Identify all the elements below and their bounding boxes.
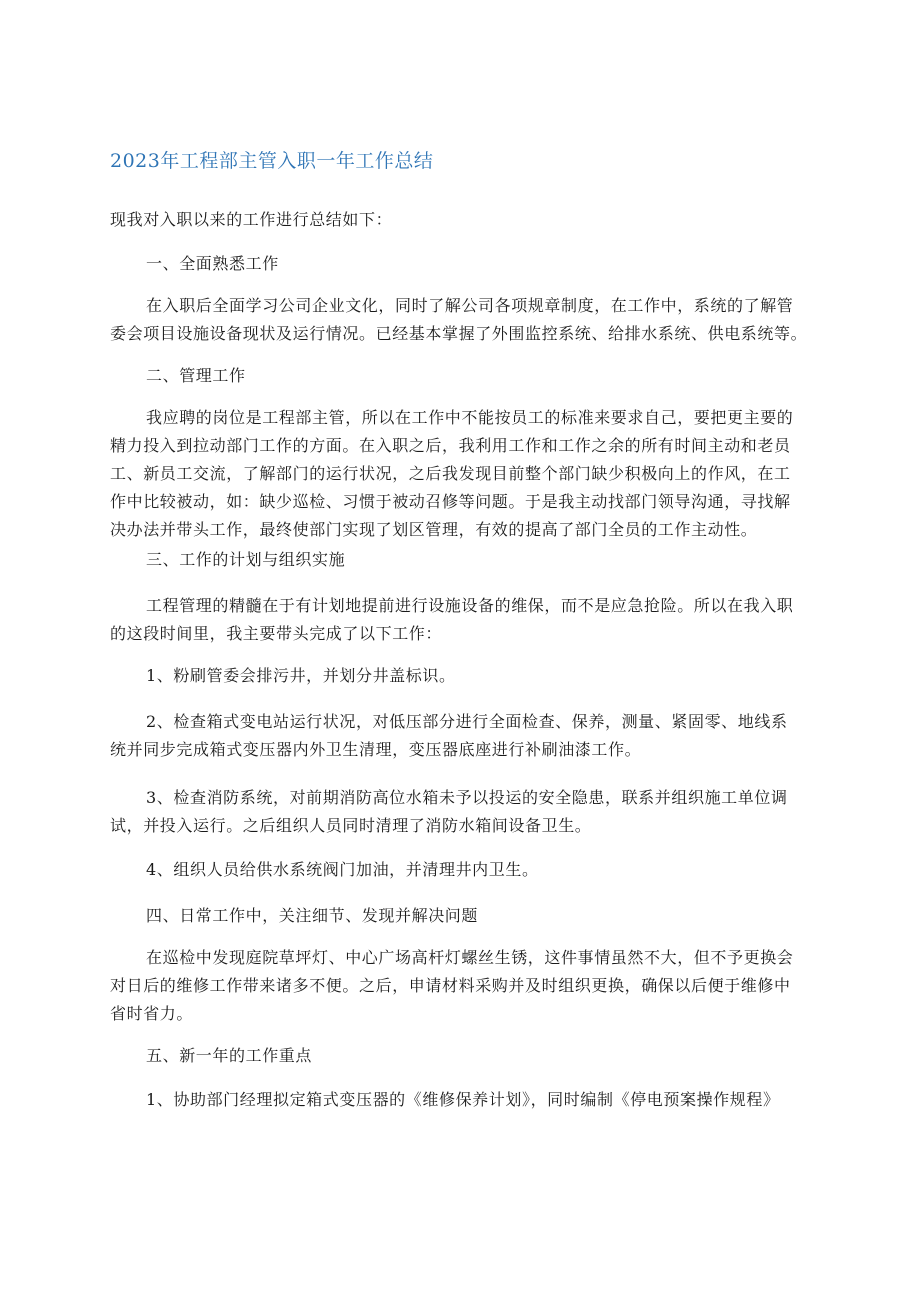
- section-3-item-2: [110, 708, 822, 764]
- text-line: 精力投入到拉动部门工作的方面。在入职之后，我利用工作和工作之余的所有时间主动和老员: [110, 436, 791, 455]
- section-2-paragraph: [110, 404, 822, 544]
- text-line: 3、检查消防系统，对前期消防高位水箱未予以投运的安全隐患，联系并组织施工单位调: [146, 788, 788, 807]
- section-4-paragraph: [110, 944, 822, 1028]
- section-3-item-3: [110, 784, 822, 840]
- text-line: 我应聘的岗位是工程部主管，所以在工作中不能按员工的标准来要求自己，要把更主要的: [146, 408, 794, 427]
- intro-paragraph: 现我对入职以来的工作进行总结如下：: [110, 210, 393, 229]
- text-line: 1、协助部门经理拟定箱式变压器的《维修保养计划》，同时编制《停电预案操作规程》: [146, 1090, 780, 1109]
- text-line: 统并同步完成箱式变压器内外卫生清理，变压器底座进行补刷油漆工作。: [110, 740, 642, 759]
- document-title: 2023年工程部主管入职一年工作总结: [110, 150, 434, 172]
- text-line: 2、检查箱式变电站运行状况，对低压部分进行全面检查、保养，测量、紧固零、地线系: [146, 712, 788, 731]
- section-3-intro: [110, 592, 822, 648]
- section-5-item-1: [110, 1086, 822, 1114]
- text-line: 4、组织人员给供水系统阀门加油，并清理井内卫生。: [146, 860, 539, 879]
- section-3-item-1: [110, 662, 822, 690]
- section-1-heading: 一、全面熟悉工作: [146, 254, 279, 273]
- text-line: 决办法并带头工作，最终使部门实现了划区管理，有效的提高了部门全员的工作主动性。: [110, 520, 758, 539]
- section-5-heading: 五、新一年的工作重点: [146, 1046, 313, 1065]
- text-line: 工程管理的精髓在于有计划地提前进行设施设备的维保，而不是应急抢险。所以在我入职: [146, 596, 794, 615]
- section-2-heading: 二、管理工作: [146, 366, 246, 385]
- text-line: 对日后的维修工作带来诸多不便。之后，申请材料采购并及时组织更换，确保以后便于维修中: [110, 976, 791, 995]
- text-line: 委会项目设施设备现状及运行情况。已经基本掌握了外围监控系统、给排水系统、供电系统等。: [110, 324, 808, 343]
- text-line: 省时省力。: [110, 1004, 194, 1023]
- text-line: 的这段时间里，我主要带头完成了以下工作：: [110, 624, 443, 643]
- text-line: 1、粉刷管委会排污井，并划分井盖标识。: [146, 666, 456, 685]
- text-line: 在入职后全面学习公司企业文化，同时了解公司各项规章制度，在工作中，系统的了解管: [146, 296, 794, 315]
- text-line: 作中比较被动，如：缺少巡检、习惯于被动召修等问题。于是我主动找部门领导沟通，寻找解: [110, 492, 791, 511]
- text-line: 工、新员工交流，了解部门的运行状况，之后我发现目前整个部门缺少积极向上的作风，在工: [110, 464, 791, 483]
- section-3-item-4: [110, 856, 822, 884]
- section-4-heading: 四、日常工作中，关注细节、发现并解决问题: [146, 906, 479, 925]
- section-1-paragraph: [110, 292, 822, 348]
- text-line: 试，并投入运行。之后组织人员同时清理了消防水箱间设备卫生。: [110, 816, 592, 835]
- text-line: 在巡检中发现庭院草坪灯、中心广场高杆灯螺丝生锈，这件事情虽然不大，但不予更换会: [146, 948, 794, 967]
- section-3-heading: 三、工作的计划与组织实施: [146, 550, 346, 569]
